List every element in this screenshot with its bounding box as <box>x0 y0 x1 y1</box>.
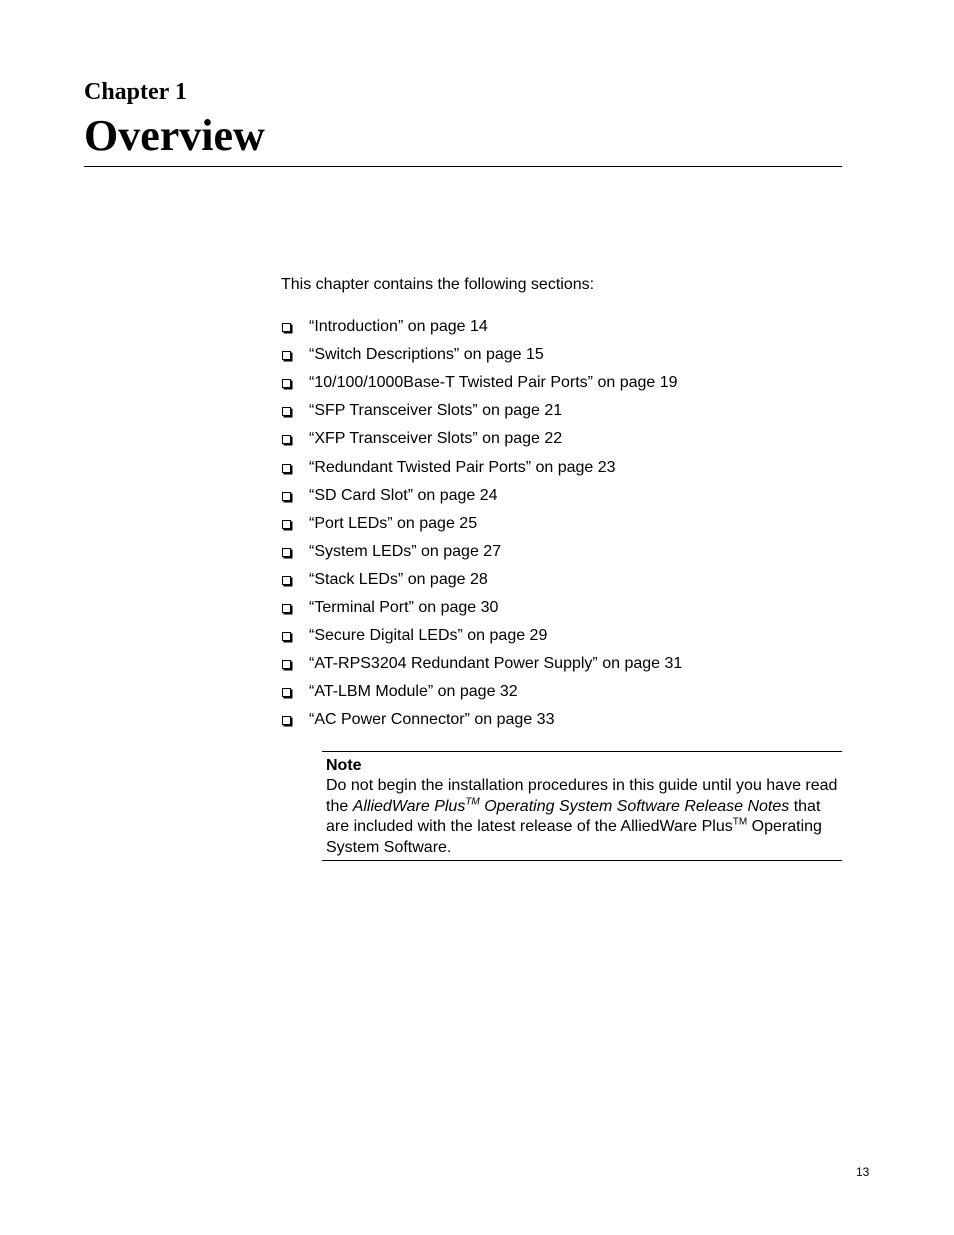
checkbox-bullet-icon <box>281 631 309 641</box>
checkbox-bullet-icon <box>281 687 309 697</box>
page-number: 13 <box>856 1165 870 1179</box>
note-body <box>326 776 842 858</box>
section-link[interactable]: “10/100/1000Base-T Twisted Pair Ports” on page 19 <box>309 374 678 392</box>
list-item[interactable] <box>281 453 682 481</box>
list-item[interactable] <box>281 369 682 397</box>
list-item[interactable] <box>281 397 682 425</box>
section-link[interactable]: “System LEDs” on page 27 <box>309 542 502 560</box>
chapter-label: Chapter 1 <box>84 79 187 105</box>
checkbox-bullet-icon <box>281 434 309 444</box>
list-item[interactable] <box>281 678 682 706</box>
section-link[interactable]: “AT-RPS3204 Redundant Power Supply” on page 31 <box>309 655 683 673</box>
checkbox-bullet-icon <box>281 378 309 388</box>
section-link[interactable]: “Introduction” on page 14 <box>309 318 488 336</box>
checkbox-bullet-icon <box>281 603 309 613</box>
checkbox-bullet-icon <box>281 350 309 360</box>
section-link[interactable]: “Secure Digital LEDs” on page 29 <box>309 627 548 645</box>
list-item[interactable] <box>281 594 682 622</box>
section-link[interactable]: “Redundant Twisted Pair Ports” on page 23 <box>309 458 616 476</box>
checkbox-bullet-icon <box>281 575 309 585</box>
list-item[interactable] <box>281 538 682 566</box>
list-item[interactable] <box>281 482 682 510</box>
note-box <box>322 751 842 861</box>
section-list <box>281 313 682 734</box>
checkbox-bullet-icon <box>281 547 309 557</box>
section-link[interactable]: “Terminal Port” on page 30 <box>309 598 499 616</box>
trademark-mark: TM <box>732 816 748 828</box>
section-link[interactable]: “XFP Transceiver Slots” on page 22 <box>309 430 563 448</box>
section-link[interactable]: “AC Power Connector” on page 33 <box>309 711 555 729</box>
page-title: Overview <box>84 111 265 160</box>
trademark-mark: TM <box>465 796 480 808</box>
checkbox-bullet-icon <box>281 491 309 501</box>
section-link[interactable]: “Stack LEDs” on page 28 <box>309 570 488 588</box>
list-item[interactable] <box>281 313 682 341</box>
checkbox-bullet-icon <box>281 519 309 529</box>
title-divider <box>84 166 842 167</box>
list-item[interactable] <box>281 706 682 734</box>
checkbox-bullet-icon <box>281 659 309 669</box>
list-item[interactable] <box>281 566 682 594</box>
section-link[interactable]: “AT-LBM Module” on page 32 <box>309 683 518 701</box>
section-link[interactable]: “SFP Transceiver Slots” on page 21 <box>309 402 563 420</box>
list-item[interactable] <box>281 650 682 678</box>
section-link[interactable]: “SD Card Slot” on page 24 <box>309 486 498 504</box>
list-item[interactable] <box>281 622 682 650</box>
note-heading: Note <box>326 757 362 774</box>
checkbox-bullet-icon <box>281 463 309 473</box>
note-text: that are included with the latest release of the AlliedWare Plus <box>326 797 821 835</box>
checkbox-bullet-icon <box>281 322 309 332</box>
section-link[interactable]: “Port LEDs” on page 25 <box>309 514 478 532</box>
note-text: Operating System Software. <box>326 818 822 856</box>
note-text: Do not begin the installation procedures in this guide until you have read the <box>326 777 838 815</box>
section-link[interactable]: “Switch Descriptions” on page 15 <box>309 346 544 364</box>
list-item[interactable] <box>281 510 682 538</box>
intro-text: This chapter contains the following sections: <box>281 276 595 293</box>
list-item[interactable] <box>281 425 682 453</box>
list-item[interactable] <box>281 341 682 369</box>
checkbox-bullet-icon <box>281 715 309 725</box>
checkbox-bullet-icon <box>281 406 309 416</box>
note-doc-title: AlliedWare Plus <box>352 797 466 815</box>
note-doc-title-cont: Operating System Software Release Notes <box>479 797 790 815</box>
